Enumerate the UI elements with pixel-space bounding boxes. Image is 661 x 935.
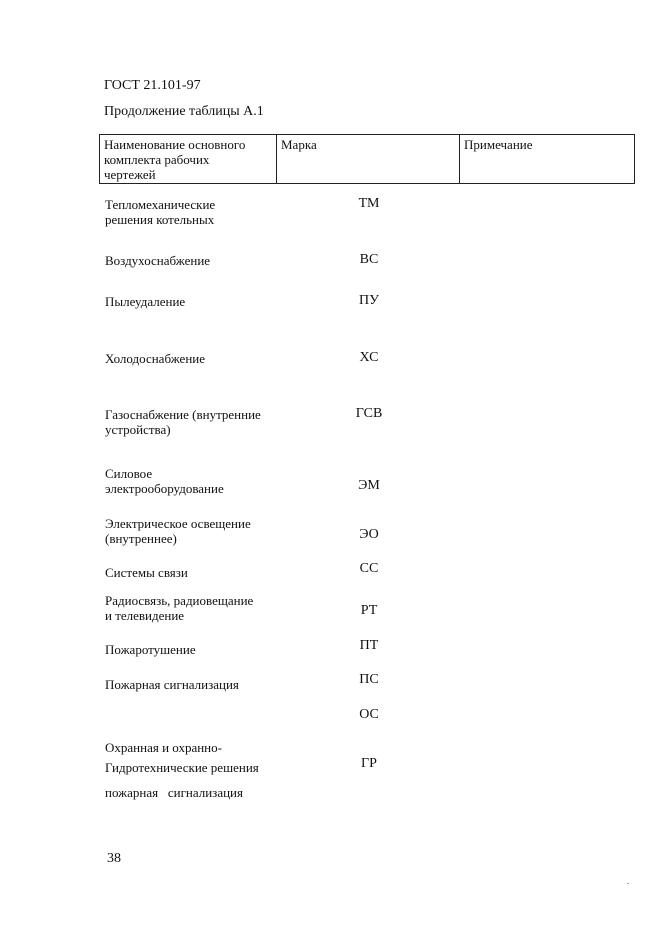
scan-speck: [627, 883, 629, 884]
row-name-line: Охранная и охранно-: [105, 740, 222, 755]
table-row-mark: СС: [359, 561, 379, 576]
table-row-name: [105, 760, 259, 775]
table-header: [99, 134, 635, 184]
table-row-mark: ПУ: [358, 293, 380, 308]
table-row-mark: ГР: [361, 756, 377, 771]
table-row-name: [105, 642, 196, 657]
header-note-label: Примечание: [464, 137, 533, 152]
header-note-cell: [460, 135, 634, 183]
row-name-line: решения котельных: [105, 212, 215, 227]
page-number: 38: [107, 851, 121, 866]
row-name-line: Тепломеханические: [105, 197, 216, 212]
table-row-name: [105, 253, 210, 268]
table-row-name: [105, 593, 253, 623]
row-name-line: пожарная сигнализация: [105, 785, 243, 800]
table-row-mark: ОС: [359, 707, 379, 722]
table-row-mark: ТМ: [358, 196, 380, 211]
table-row-name: [105, 197, 215, 227]
table-row-name: [105, 407, 261, 437]
row-name-line: Электрическое освещение: [105, 516, 251, 531]
table-continuation-caption: Продолжение таблицы А.1: [104, 104, 264, 119]
table-row-mark: ХС: [359, 350, 379, 365]
table-row-name: [105, 351, 205, 366]
document-standard-code: ГОСТ 21.101-97: [104, 78, 201, 93]
row-name-line: (внутреннее): [105, 531, 177, 546]
table-row-mark: РТ: [360, 603, 378, 618]
table-row-mark: ПТ: [359, 638, 379, 653]
row-name-line: и телевидение: [105, 608, 185, 623]
row-name-line: устройства): [105, 422, 171, 437]
table-row-name: [105, 677, 239, 692]
row-name-line: Пожарная сигнализация: [105, 677, 239, 692]
header-name-line: Наименование основного: [104, 137, 246, 152]
header-mark-cell: [277, 135, 460, 183]
table-row-mark: ЭО: [359, 527, 379, 542]
row-name-line: Воздухоснабжение: [105, 253, 211, 268]
row-name-line: Радиосвязь, радиовещание: [105, 593, 254, 608]
header-name-line: комплекта рабочих: [104, 152, 210, 167]
header-mark-label: Марка: [281, 137, 317, 152]
table-row-mark: ЭМ: [358, 478, 380, 493]
row-name-line: Холодоснабжение: [105, 351, 206, 366]
table-row-name: [105, 466, 224, 496]
row-name-line: Пылеудаление: [105, 294, 186, 309]
row-name-line: Системы связи: [105, 565, 188, 580]
table-row-name: [105, 516, 251, 546]
table-row-name: [105, 294, 185, 309]
row-name-line: Силовое: [105, 466, 153, 481]
row-name-line: Гидротехнические решения: [105, 760, 259, 775]
row-name-line: Газоснабжение (внутренние: [105, 407, 261, 422]
table-row-mark: ВС: [359, 252, 379, 267]
table-row-mark: ПС: [359, 672, 379, 687]
header-name-line: чертежей: [104, 167, 156, 182]
table-row-mark: ГСВ: [355, 406, 383, 421]
row-name-line: Пожаротушение: [105, 642, 196, 657]
header-name-cell: [100, 135, 277, 183]
row-name-line: электрооборудование: [105, 481, 224, 496]
table-row-name: [105, 565, 188, 580]
